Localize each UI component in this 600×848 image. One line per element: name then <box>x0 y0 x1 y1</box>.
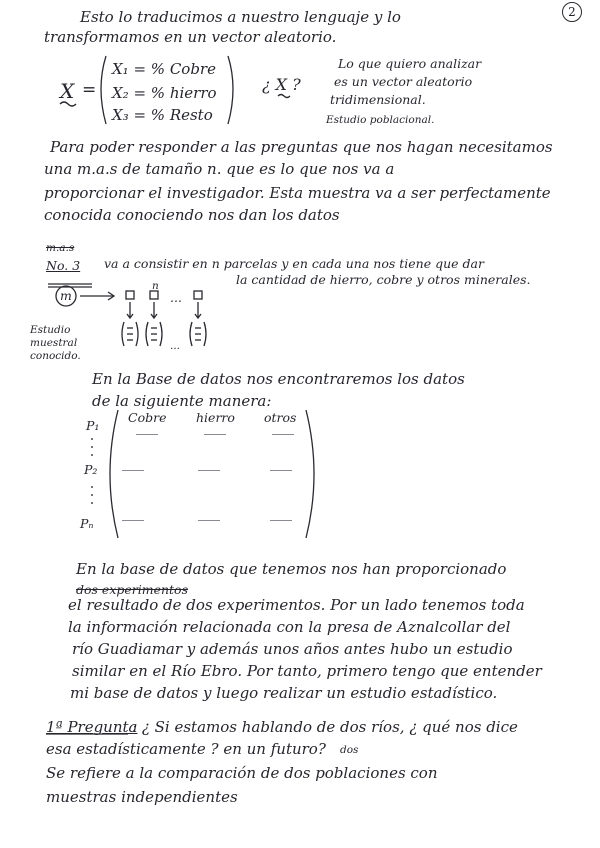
question-line-2: esa estadísticamente ? en un futuro? <box>46 740 326 758</box>
database-line-2: de la siguiente manera: <box>92 392 272 410</box>
column-dots: ... <box>170 340 181 352</box>
response-line-2: una m.a.s de tamaño n. que es lo que nos va a <box>44 160 395 178</box>
side-note-3: conocido. <box>30 350 81 362</box>
sample-n-label: n <box>152 280 159 292</box>
question-line-3: Se refiere a la comparación de dos poblaciones con <box>46 764 438 782</box>
vector-component-3: X₃ = % Resto <box>112 106 213 124</box>
intro-line-1: Esto lo traducimos a nuestro lenguaje y lo <box>80 8 401 26</box>
population-circle <box>56 286 76 306</box>
question-label: 1ª Pregunta <box>46 718 138 736</box>
vector-note-1: Lo que quiero analizar <box>338 56 482 71</box>
database-line-1: En la Base de datos nos encontraremos los datos <box>92 370 465 388</box>
closing-struck: dos experimentos <box>76 582 188 597</box>
question-aside: dos <box>340 744 359 756</box>
population-node-label: m <box>60 288 72 303</box>
response-line-1: Para poder responder a las preguntas que nos hagan necesitamos <box>50 138 553 156</box>
vector-left-paren <box>101 56 106 124</box>
vector-symbol: X <box>60 79 75 103</box>
page-number: 2 <box>562 2 582 22</box>
question-line-1: : ¿ Si estamos hablando de dos ríos, ¿ qué nos dice <box>132 718 518 736</box>
sample-label: No. 3 <box>46 258 81 273</box>
response-line-4: conocida conociendo nos dan los datos <box>44 206 340 224</box>
question-line-4: muestras independientes <box>46 788 238 806</box>
side-note-1: Estudio <box>30 324 71 336</box>
vector-component-2: X₂ = % hierro <box>112 84 217 102</box>
parcel-square <box>150 291 158 299</box>
vector-question: ¿ X ? <box>262 75 301 94</box>
vector-note-2: es un vector aleatorio <box>334 74 473 89</box>
closing-line-3: la información relacionada con la presa de Aznalcollar del <box>68 618 511 636</box>
response-line-3: proporcionar el investigador. Esta muestra va a ser perfectamente <box>44 184 551 202</box>
sample-text-1: va a consistir en n parcelas y en cada una nos tiene que dar <box>104 256 484 271</box>
database-left-paren <box>110 410 118 538</box>
parcel-dots: ... <box>170 290 182 305</box>
vector-note-3: tridimensional. <box>330 92 426 107</box>
closing-line-4: río Guadiamar y además unos años antes hubo un estudio <box>72 640 513 658</box>
parcel-square <box>126 291 134 299</box>
parcel-square <box>194 291 202 299</box>
vector-component-1: X₁ = % Cobre <box>112 60 216 78</box>
database-right-paren <box>306 410 314 538</box>
database-row-n: Pₙ <box>80 516 94 531</box>
database-row-2: P₂ <box>84 462 98 477</box>
database-col-otros: otros <box>264 410 297 425</box>
sample-text-2: la cantidad de hierro, cobre y otros minerales. <box>236 272 531 287</box>
side-note-2: muestral <box>30 337 78 349</box>
intro-line-2: transformamos en un vector aleatorio. <box>44 28 337 46</box>
vector-note-4: Estudio poblacional. <box>326 114 435 126</box>
database-col-cobre: Cobre <box>128 410 167 425</box>
closing-line-5: similar en el Río Ebro. Por tanto, primero tengo que entender <box>72 662 542 680</box>
vector-tilde-mark <box>60 102 76 106</box>
closing-line-2: el resultado de dos experimentos. Por un lado tenemos toda <box>68 596 525 614</box>
database-row-1: P₁ <box>86 418 100 433</box>
vector-right-paren <box>228 56 233 124</box>
closing-line-1: En la base de datos que tenemos nos han proporcionado <box>76 560 507 578</box>
vector-equals: = <box>82 80 97 100</box>
database-col-hierro: hierro <box>196 410 235 425</box>
sample-label-struck: m.a.s <box>46 242 75 254</box>
closing-line-6: mi base de datos y luego realizar un estudio estadístico. <box>70 684 498 702</box>
question-tilde-mark <box>278 95 290 98</box>
